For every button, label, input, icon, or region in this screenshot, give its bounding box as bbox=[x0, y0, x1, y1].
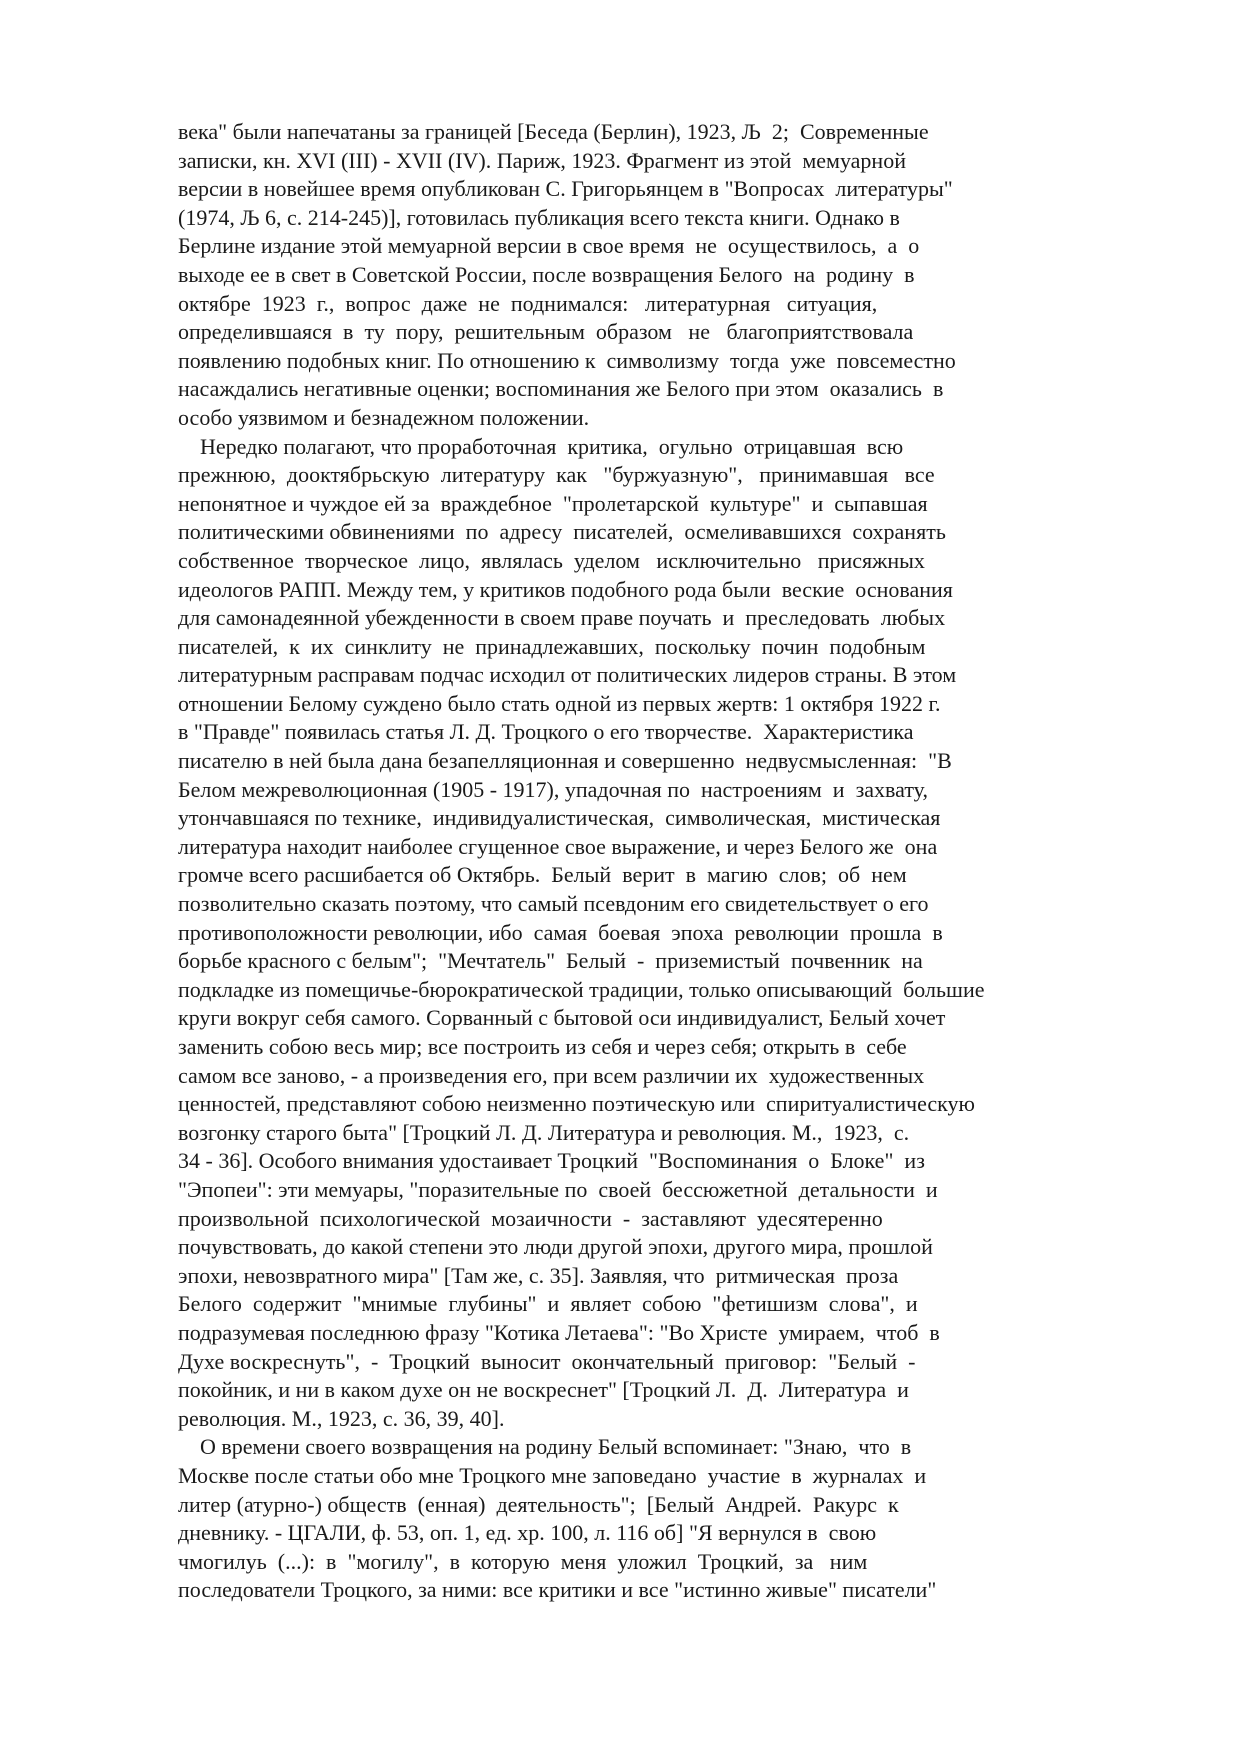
text-line: Нередко полагают, что проработочная критика, огульно отрицавшая всю bbox=[178, 433, 904, 459]
text-line: Берлине издание этой мемуарной версии в свое время не осуществилось, а о bbox=[178, 233, 920, 259]
text-line: борьбе красного с белым"; "Мечтатель" Белый - приземистый почвенник на bbox=[178, 948, 923, 974]
text-line: Духе воскреснуть", - Троцкий выносит окончательный приговор: "Белый - bbox=[178, 1348, 916, 1374]
text-line: литер (атурно-) обществ (енная) деятельность"; [Белый Андрей. Ракурс к bbox=[178, 1491, 899, 1517]
text-line: произвольной психологической мозаичности - заставляют удесятеренно bbox=[178, 1205, 883, 1231]
text-line: самом все заново, - а произведения его, при всем различии их художественных bbox=[178, 1062, 925, 1088]
text-line: покойник, и ни в каком духе он не воскреснет" [Троцкий Л. Д. Литература и bbox=[178, 1377, 909, 1403]
text-line: Белом межреволюционная (1905 - 1917), упадочная по настроениям и захвату, bbox=[178, 776, 928, 802]
text-line: особо уязвимом и безнадежном положении. bbox=[178, 404, 590, 430]
text-line: появлению подобных книг. По отношению к символизму тогда уже повсеместно bbox=[178, 347, 956, 373]
text-line: противоположности революции, ибо самая боевая эпоха революции прошла в bbox=[178, 919, 943, 945]
text-line: дневнику. - ЦГАЛИ, ф. 53, оп. 1, ед. хр. 100, л. 116 об] "Я вернулся в свою bbox=[178, 1520, 877, 1546]
text-line: определившаяся в ту пору, решительным образом не благоприятствовала bbox=[178, 319, 914, 345]
text-line: ценностей, представляют собою неизменно поэтическую или спиритуалистическую bbox=[178, 1091, 975, 1117]
text-line: литература находит наиболее сгущенное свое выражение, и через Белого же она bbox=[178, 833, 938, 859]
text-line: возгонку старого быта" [Троцкий Л. Д. Литература и революция. М., 1923, с. bbox=[178, 1119, 910, 1145]
text-line: непонятное и чуждое ей за враждебное "пролетарской культуре" и сыпавшая bbox=[178, 490, 928, 516]
text-line: подкладке из помещичье-бюрократической традиции, только описывающий большие bbox=[178, 976, 985, 1002]
text-line: октябре 1923 г., вопрос даже не поднимался: литературная ситуация, bbox=[178, 290, 878, 316]
text-line: почувствовать, до какой степени это люди другой эпохи, другого мира, прошлой bbox=[178, 1234, 933, 1260]
text-line: Белого содержит "мнимые глубины" и являет собою "фетишизм слова", и bbox=[178, 1291, 918, 1317]
text-line: идеологов РАПП. Между тем, у критиков подобного рода были веские основания bbox=[178, 576, 953, 602]
text-line: позволительно сказать поэтому, что самый псевдоним его свидетельствует о его bbox=[178, 891, 929, 917]
text-line: громче всего расшибается об Октябрь. Белый верит в магию слов; об нем bbox=[178, 862, 907, 888]
text-line: (1974, Љ 6, с. 214-245)], готовилась публикация всего текста книги. Однако в bbox=[178, 204, 900, 230]
text-line: эпохи, невозвратного мира" [Там же, с. 35]. Заявляя, что ритмическая проза bbox=[178, 1262, 899, 1288]
text-line: революция. М., 1923, с. 36, 39, 40]. bbox=[178, 1405, 505, 1431]
text-line: собственное творческое лицо, являлась уделом исключительно присяжных bbox=[178, 547, 925, 573]
text-line: века" были напечатаны за границей [Беседа (Берлин), 1923, Љ 2; Современные bbox=[178, 119, 929, 144]
text-line: записки, кн. XVI (III) - XVII (IV). Париж, 1923. Фрагмент из этой мемуарной bbox=[178, 147, 906, 173]
text-line: литературным расправам подчас исходил от политических лидеров страны. В этом bbox=[178, 662, 957, 688]
text-line: версии в новейшее время опубликован С. Григорьянцем в "Вопросах литературы" bbox=[178, 176, 953, 202]
text-line: "Эпопеи": эти мемуары, "поразительные по своей бессюжетной детальности и bbox=[178, 1176, 938, 1202]
text-line: для самонадеянной убежденности в своем праве поучать и преследовать любых bbox=[178, 605, 946, 631]
text-line: 34 - 36]. Особого внимания удостаивает Троцкий "Воспоминания о Блоке" из bbox=[178, 1148, 925, 1174]
text-line: в "Правде" появилась статья Л. Д. Троцкого о его творчестве. Характеристика bbox=[178, 719, 914, 745]
text-line: прежнюю, дооктябрьскую литературу как "буржуазную", принимавшая все bbox=[178, 462, 935, 488]
text-line: отношении Белому суждено было стать одной из первых жертв: 1 октября 1922 г. bbox=[178, 690, 941, 716]
text-line: чмогилуь (...): в "могилу", в которую меня уложил Троцкий, за ним bbox=[178, 1548, 868, 1574]
text-line: писателю в ней была дана безапелляционная и совершенно недвусмысленная: "В bbox=[178, 748, 952, 774]
text-line: утончавшаяся по технике, индивидуалистическая, символическая, мистическая bbox=[178, 805, 941, 831]
text-line: круги вокруг себя самого. Сорванный с бытовой оси индивидуалист, Белый хочет bbox=[178, 1005, 946, 1031]
text-line: последователи Троцкого, за ними: все критики и все "истинно живые" писатели" bbox=[178, 1577, 937, 1603]
text-line: О времени своего возвращения на родину Белый вспоминает: "Знаю, что в bbox=[178, 1434, 912, 1460]
body-text bbox=[178, 118, 1118, 1605]
text-line: писателей, к их синклиту не принадлежавших, поскольку почин подобным bbox=[178, 633, 926, 659]
text-line: подразумевая последнюю фразу "Котика Летаева": "Во Христе умираем, чтоб в bbox=[178, 1319, 940, 1345]
text-line: насаждались негативные оценки; воспоминания же Белого при этом оказались в bbox=[178, 376, 944, 402]
text-line: заменить собою весь мир; все построить из себя и через себя; открыть в себе bbox=[178, 1034, 907, 1059]
text-line: политическими обвинениями по адресу писателей, осмеливавшихся сохранять bbox=[178, 519, 946, 545]
text-line: выходе ее в свет в Советской России, после возвращения Белого на родину в bbox=[178, 261, 915, 287]
text-line: Москве после статьи обо мне Троцкого мне заповедано участие в журналах и bbox=[178, 1462, 927, 1488]
